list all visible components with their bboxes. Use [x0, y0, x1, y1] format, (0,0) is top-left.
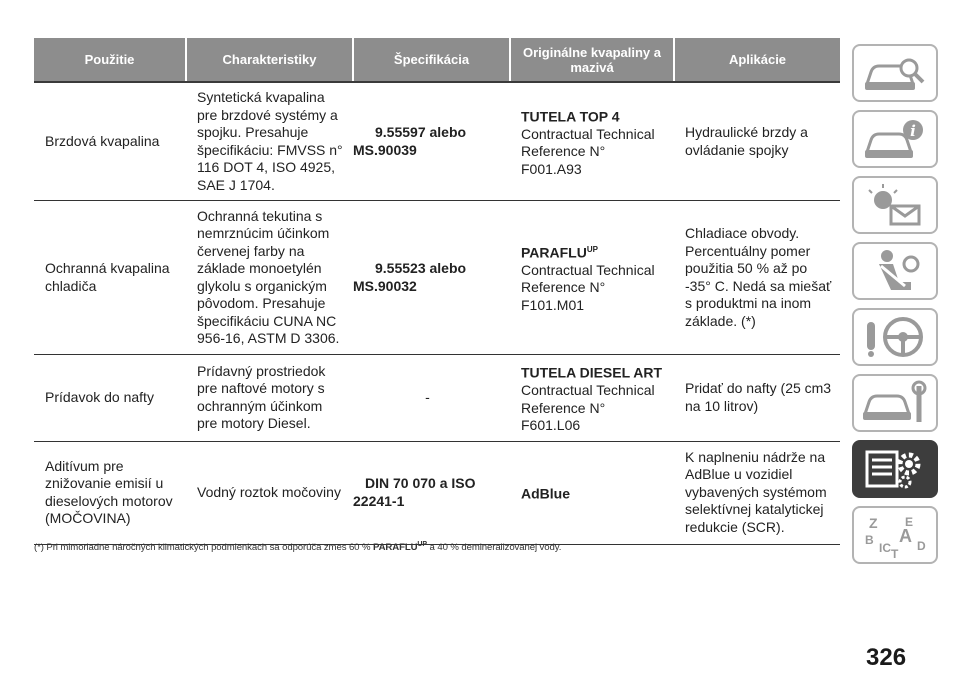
cell-use: Brzdová kvapalina: [34, 82, 186, 201]
oil-name: AdBlue: [521, 485, 570, 502]
column-header-specification: Špecifikácia: [353, 38, 510, 82]
chapter-sidebar: [852, 44, 938, 572]
cell-characteristics: Vodný roztok močoviny: [186, 441, 353, 544]
chapter-tab-dashboard[interactable]: [852, 44, 938, 102]
alphabet-index-icon: [859, 512, 931, 558]
cell-specification: [353, 441, 510, 544]
svg-text:Z: Z: [869, 515, 878, 531]
fluids-table-container: [34, 38, 840, 545]
spec-line-2: MS.90032: [353, 277, 417, 294]
page-number: 326: [866, 644, 907, 671]
cell-characteristics: Prídavný prostriedok pre naftové motory s ochranným účinkom pre motory Diesel.: [186, 355, 353, 442]
chapter-tab-safety[interactable]: [852, 242, 938, 300]
cell-original-fluid: [510, 82, 674, 201]
cell-use: Aditívum pre znižovanie emisií u dieselových motorov (MOČOVINA): [34, 441, 186, 544]
spec-line-2: 22241-1: [353, 492, 405, 509]
cell-application: Hydraulické brzdy a ovládanie spojky: [674, 82, 840, 201]
spec-line-1: -: [425, 389, 430, 406]
specs-gear-icon: [859, 446, 931, 492]
table-row: [34, 441, 840, 544]
warning-lights-icon: [859, 182, 931, 228]
car-info-icon: [859, 116, 931, 162]
cell-application: Chladiace obvody. Percentuálny pomer použitia 50 % až po -35° C. Nedá sa miešať s produktmi na inom základe. (*): [674, 201, 840, 355]
oil-name: TUTELA DIESEL ART: [521, 364, 663, 381]
cell-specification: [353, 201, 510, 355]
cell-characteristics: Syntetická kvapalina pre brzdové systémy a spojku. Presahuje špecifikáciu: FMVSS n° 116 DOT 4, ISO 4925, SAE J 1704.: [186, 82, 353, 201]
cell-application: K naplneniu nádrže na AdBlue u vozidiel vybavených systémom selektívnej katalytickej redukcie (SCR).: [674, 441, 840, 544]
cell-original-fluid: [510, 201, 674, 355]
column-header-original-fluids: Originálne kvapaliny a mazivá: [510, 38, 674, 82]
chapter-tab-index[interactable]: [852, 506, 938, 564]
footnote-prefix: (*) Pri mimoriadne náročných klimatických podmienkach sa odporúča zmes 60 %: [34, 542, 371, 554]
svg-text:B: B: [865, 533, 874, 547]
column-header-use: Použitie: [34, 38, 186, 82]
chapter-tab-starting-driving[interactable]: [852, 308, 938, 366]
footnote-suffix: a 40 % demineralizovanej vody.: [429, 542, 562, 554]
steering-wheel-icon: [859, 314, 931, 360]
seat-airbag-icon: [859, 248, 931, 294]
cell-specification: [353, 355, 510, 442]
oil-reference: Contractual Technical Reference N° F101.M01: [521, 261, 655, 313]
svg-text:D: D: [917, 539, 926, 553]
oil-reference: Contractual Technical Reference N° F001.A93: [521, 125, 655, 177]
chapter-tab-technical-specs[interactable]: [852, 440, 938, 498]
cell-use: Prídavok do nafty: [34, 355, 186, 442]
oil-reference: Contractual Technical Reference N° F601.L06: [521, 382, 655, 434]
table-row: [34, 355, 840, 442]
spec-line-2: MS.90039: [353, 141, 417, 158]
cell-characteristics: Ochranná tekutina s nemrznúcim účinkom červenej farby na základe monoetylén glykolu s organickým pôvodom. Presahuje špecifikáciu CUNA NC 956-16, ASTM D 3306.: [186, 201, 353, 355]
spec-line-1: 9.55597 alebo: [375, 124, 467, 140]
column-header-characteristics: Charakteristiky: [186, 38, 353, 82]
cell-application: Pridať do nafty (25 cm3 na 10 litrov): [674, 355, 840, 442]
cell-original-fluid: [510, 441, 674, 544]
spec-line-1: 9.55523 alebo: [375, 260, 467, 276]
cell-use: Ochranná kvapalina chladiča: [34, 201, 186, 355]
svg-text:IC: IC: [879, 541, 891, 555]
svg-text:i: i: [910, 122, 916, 140]
column-header-applications: Aplikácie: [674, 38, 840, 82]
oil-name: TUTELA TOP 4: [521, 108, 620, 125]
cell-specification: [353, 82, 510, 201]
table-row: [34, 82, 840, 201]
oil-name: $PARAFLU^{UP}$: [521, 244, 598, 261]
svg-text:E: E: [905, 515, 914, 529]
chapter-tab-warnings[interactable]: [852, 176, 938, 234]
footnote-brand: $PARAFLU^{UP}$: [373, 541, 427, 554]
table-header-row: [34, 38, 840, 82]
cell-original-fluid: [510, 355, 674, 442]
spec-line-1: DIN 70 070 a ISO: [365, 475, 476, 492]
fluids-table: [34, 38, 840, 545]
table-row: [34, 201, 840, 355]
car-search-icon: [859, 50, 931, 96]
svg-text:T: T: [891, 547, 899, 558]
svg-text:A: A: [899, 526, 912, 546]
chapter-tab-getting-to-know[interactable]: [852, 110, 938, 168]
footnote: [34, 541, 840, 553]
chapter-tab-maintenance[interactable]: [852, 374, 938, 432]
car-wrench-icon: [859, 380, 931, 426]
